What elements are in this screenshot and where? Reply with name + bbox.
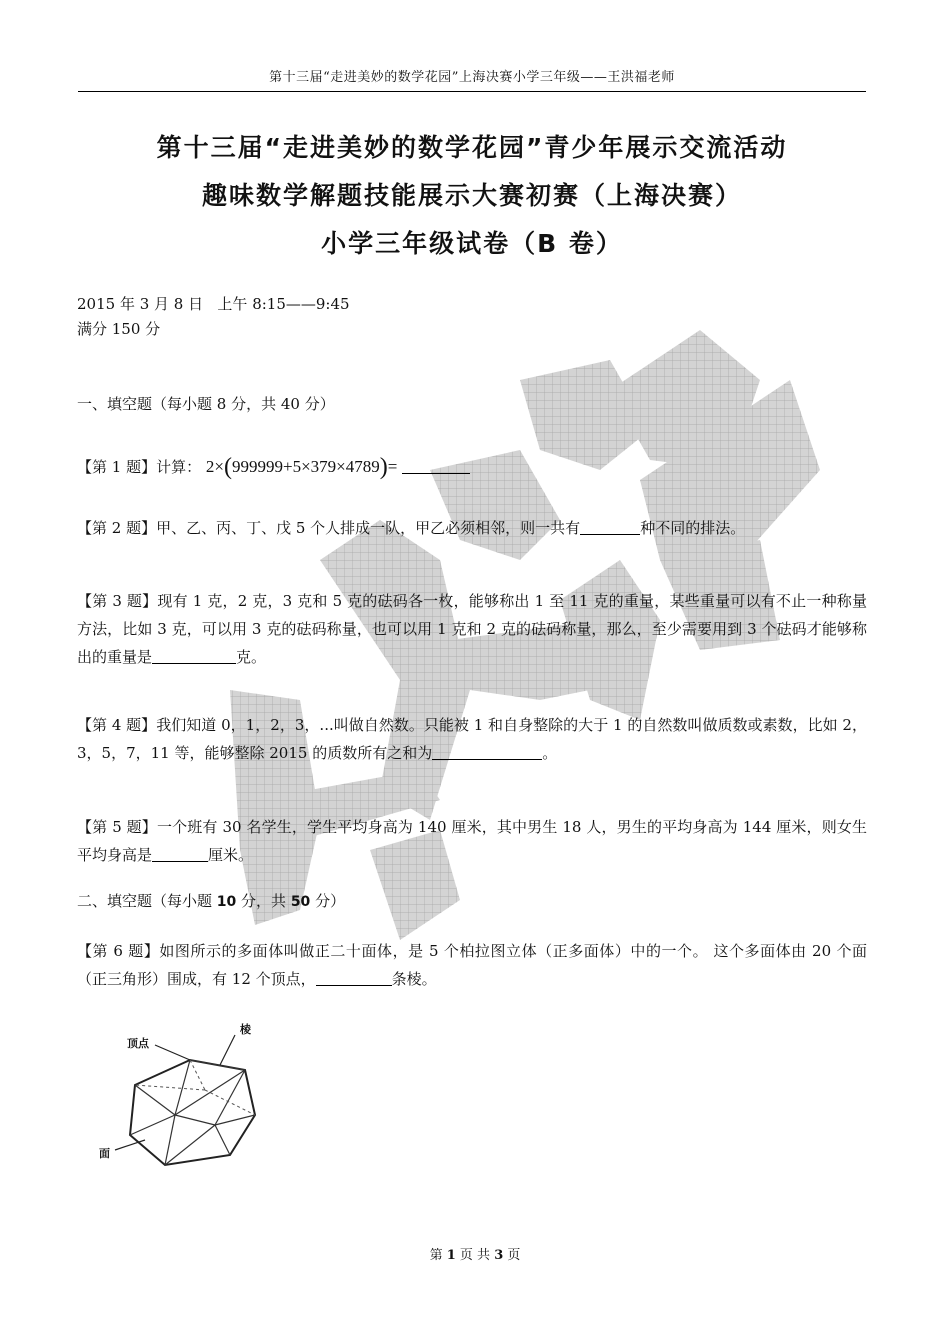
- total-pages: 3: [494, 1248, 504, 1263]
- full-score: 满分 150 分: [77, 320, 161, 338]
- answer-blank[interactable]: [152, 647, 236, 664]
- icosahedron-drawing: [95, 1015, 295, 1185]
- icosahedron-figure: [95, 1015, 295, 1189]
- page-header: 第十三届“走进美妙的数学花园”上海决赛小学三年级——王洪福老师: [78, 66, 866, 92]
- exam-time: 上午 8:15——9:45: [217, 295, 350, 313]
- label-edge: 棱: [240, 1023, 251, 1036]
- question-5: 【第 5 题】一个班有 30 名学生，学生平均身高为 140 厘米，其中男生 18 人，男生的平均身高为 144 厘米，则女生平均身高是 厘米。: [77, 818, 867, 864]
- answer-blank[interactable]: [152, 845, 208, 862]
- title-line-1: 第十三届“走进美妙的数学花园”青少年展示交流活动: [156, 133, 788, 162]
- question-2: 【第 2 题】甲、乙、丙、丁、戊 5 个人排成一队，甲乙必须相邻，则一共有 种不同的排法。: [77, 519, 746, 537]
- exam-datetime: [77, 293, 350, 314]
- page-number: 1: [446, 1248, 456, 1263]
- question-tag: 【第 1 题】: [77, 458, 157, 476]
- title-line-3: 小学三年级试卷（B 卷）: [321, 229, 623, 258]
- question-tag: 【第 6 题】: [77, 942, 160, 960]
- section-1-heading: 一、填空题（每小题 8 分，共 40 分）: [77, 395, 335, 413]
- answer-blank[interactable]: [432, 743, 542, 760]
- question-4: 【第 4 题】我们知道 0，1，2，3，...叫做自然数。只能被 1 和自身整除的大于 1 的自然数叫做质数或素数，比如 2，3，5，7，11 等，能够整除 2015 的质数所有之和为 。: [77, 716, 867, 762]
- page-footer: 第 1 页 共 3 页: [429, 1248, 521, 1263]
- question-tag: 【第 3 题】: [77, 592, 158, 610]
- label-vertex: 顶点: [127, 1037, 149, 1050]
- section-2-heading: 二、填空题（每小题 10 分，共 50 分）: [77, 892, 346, 910]
- title-line-2: 趣味数学解题技能展示大赛初赛（上海决赛）: [201, 181, 742, 210]
- question-tag: 【第 4 题】: [77, 716, 157, 734]
- question-6: 【第 6 题】如图所示的多面体叫做正二十面体，是 5 个柏拉图立体（正多面体）中的一个。 这个多面体由 20 个面（正三角形）围成，有 12 个顶点， 条棱。: [77, 942, 867, 988]
- question-1: 【第 1 题】计算： 2×(999999+5×379×4789)=: [77, 454, 470, 481]
- equation: 2×(999999+5×379×4789)=: [205, 454, 398, 480]
- question-3: 【第 3 题】现有 1 克，2 克，3 克和 5 克的砝码各一枚，能够称出 1 至 11 克的重量，某些重量可以有不止一种称量方法，比如 3 克，可以用 3 克的砝码称量，也可以用 1 克和 2 克的砝码称量，那么，至少需要用到 3 个砝码才能够称出的重量是 克。: [77, 592, 867, 666]
- question-tag: 【第 2 题】: [77, 519, 157, 537]
- answer-blank[interactable]: [316, 969, 392, 986]
- label-face: 面: [99, 1147, 110, 1160]
- question-tag: 【第 5 题】: [77, 818, 157, 836]
- answer-blank[interactable]: [402, 457, 470, 474]
- answer-blank[interactable]: [580, 518, 640, 535]
- exam-date: 2015 年 3 月 8 日: [77, 295, 204, 313]
